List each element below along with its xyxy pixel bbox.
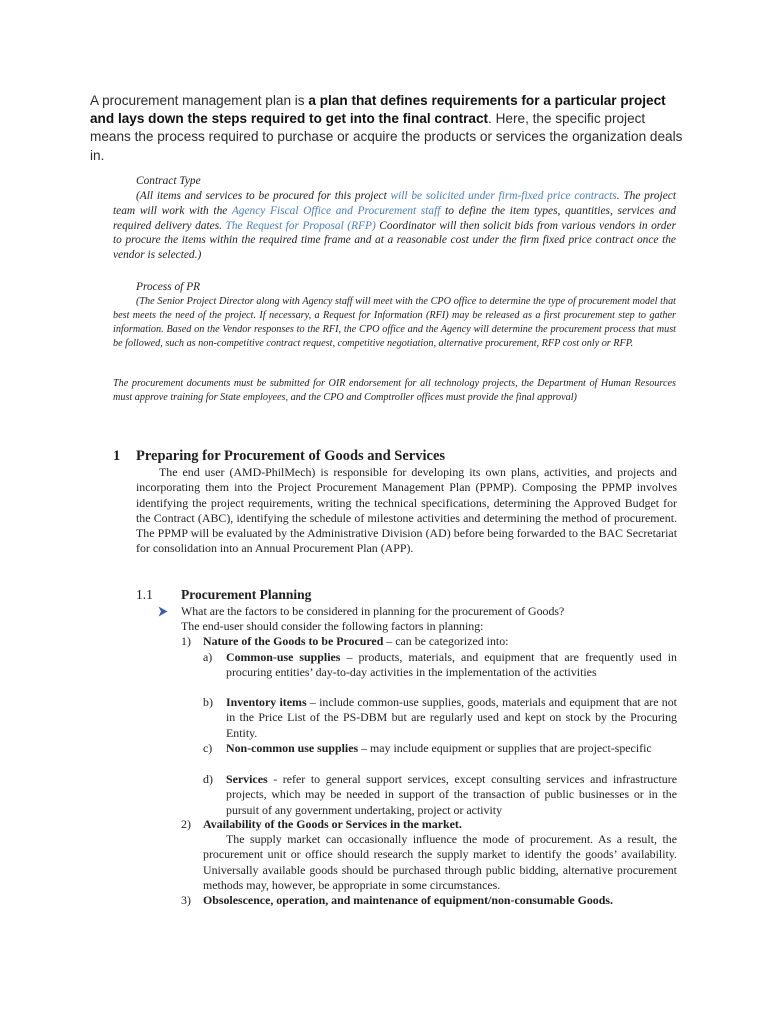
section-1-number: 1 xyxy=(113,448,121,464)
list-number: 3) xyxy=(181,893,191,907)
contract-type-link-rfp: The Request for Proposal (RFP) xyxy=(225,219,376,232)
subitem-text: – may include equipment or supplies that are project-specific xyxy=(358,741,652,755)
item-text: – can be categorized into: xyxy=(383,634,509,648)
contract-type-heading: Contract Type xyxy=(136,175,201,187)
subitem-title: Inventory items xyxy=(226,695,307,709)
sublist-item xyxy=(226,650,677,681)
list-item-title xyxy=(203,634,677,649)
subitem-title: Non-common use supplies xyxy=(226,741,359,755)
contract-type-text: to define the item types, quantities, services and required delivery dates. xyxy=(113,204,676,232)
list-number: 2) xyxy=(181,817,191,831)
sublist-item xyxy=(226,772,677,818)
process-pr-heading: Process of PR xyxy=(136,281,201,293)
subitem-title: Common-use supplies xyxy=(226,650,341,664)
sublist-letter: a) xyxy=(203,650,213,664)
list-number: 1) xyxy=(181,634,191,648)
process-pr-body: (The Senior Project Director along with Agency staff will meet with the CPO office to determine the type of procurement model that best meets the need of the project. If necessary, a Request for Information (RFI) may be released as a first procurement step to gather information. Based on the Vendor responses to the RFI, the CPO office and the Agency will determine the procurement process that must be followed, such as non-competitive contract request, competitive negotiation, alternative procurement, RFP cost only or RFP. xyxy=(113,296,676,349)
list-item-title xyxy=(203,893,683,908)
sublist-letter: b) xyxy=(203,695,213,709)
sublist-letter: d) xyxy=(203,772,213,786)
subitem-title: Services xyxy=(226,772,268,786)
intro-paragraph xyxy=(90,92,686,165)
arrowhead-bullet-icon xyxy=(158,606,168,617)
subitem-text: – products, materials, and equipment that are frequently used in procuring entities’ day-to-day activities in the implementation of the activities xyxy=(226,650,677,680)
section-1-body: The end user (AMD-PhilMech) is responsible for developing its own plans, activities, and projects and incorporating them into the Project Procurement Management Plan (PPMP). Composing the PPMP involves identifying the project requirements, writing the technical specifications, determining the Approved Budget for the Contract (ABC), identifying the schedule of milestone activities and determining the method of procurement. The PPMP will be evaluated by the Administrative Division (AD) before being forwarded to the BAC Secretariat for consolidation into an Annual Procurement Plan (APP). xyxy=(136,465,677,556)
intro-text-end: . Here, the specific project means the process required to purchase or acquire the products or services the organization deals in. xyxy=(90,111,683,163)
procurement-documents-note: The procurement documents must be submitted for OIR endorsement for all technology projects, the Department of Human Resources must approve training for State employees, and the CPO and Comptroller offices must provide the final approval) xyxy=(113,378,676,403)
contract-type-text: Coordinator will then solicit bids from various vendors in order to procure the items within the required time frame and at a reasonable cost under the firm fixed price contract once the vendor is selected.) xyxy=(113,219,676,262)
list-item-title xyxy=(203,817,677,832)
contract-type-text: (All items and services to be procured for this project xyxy=(136,190,391,202)
intro-text: A procurement management plan is xyxy=(90,93,309,108)
sublist-item xyxy=(226,741,677,756)
section-1-title: Preparing for Procurement of Goods and Services xyxy=(136,448,446,464)
subitem-text: – include common-use supplies, goods, materials and equipment that are not in the Price List of the PS-DBM but are regularly used and kept on stock by the Procuring Entity. xyxy=(226,695,677,740)
sublist-item xyxy=(226,695,677,741)
contract-type-body xyxy=(113,189,676,263)
item-title: Availability of the Goods or Services in the market. xyxy=(203,817,462,831)
contract-type-text: . The project team will work with the xyxy=(113,190,676,217)
item-title: Nature of the Goods to be Procured xyxy=(203,634,384,648)
contract-type-link-solicited: will be solicited under firm-fixed price contracts xyxy=(390,190,617,202)
intro-bold-text: a plan that defines requirements for a particular project and lays down the steps required to get into the final contract xyxy=(90,93,666,127)
sublist-letter: c) xyxy=(203,741,213,755)
planning-intro: The end-user should consider the following factors in planning: xyxy=(181,619,484,633)
item-title: Obsolescence, operation, and maintenance of equipment/non-consumable Goods. xyxy=(203,893,613,907)
contract-type-link-agency: Agency Fiscal Office and Procurement staff xyxy=(231,204,441,217)
section-1-1-title: Procurement Planning xyxy=(181,587,312,602)
subitem-text: - refer to general support services, except consulting services and infrastructure projects, which may be needed in support of the transaction of public businesses or in the pursuit of any government undertaking, project or activity xyxy=(226,772,677,817)
section-1-1-number: 1.1 xyxy=(136,587,153,602)
list-item-body: The supply market can occasionally influence the mode of procurement. As a result, the procurement unit or office should research the supply market to identify the goods’ availability. Universally available goods should be purchased through public bidding, alternative procurement methods may, however, be appropriate in some circumstances. xyxy=(203,832,677,892)
planning-question: What are the factors to be considered in planning for the procurement of Goods? xyxy=(181,604,565,618)
